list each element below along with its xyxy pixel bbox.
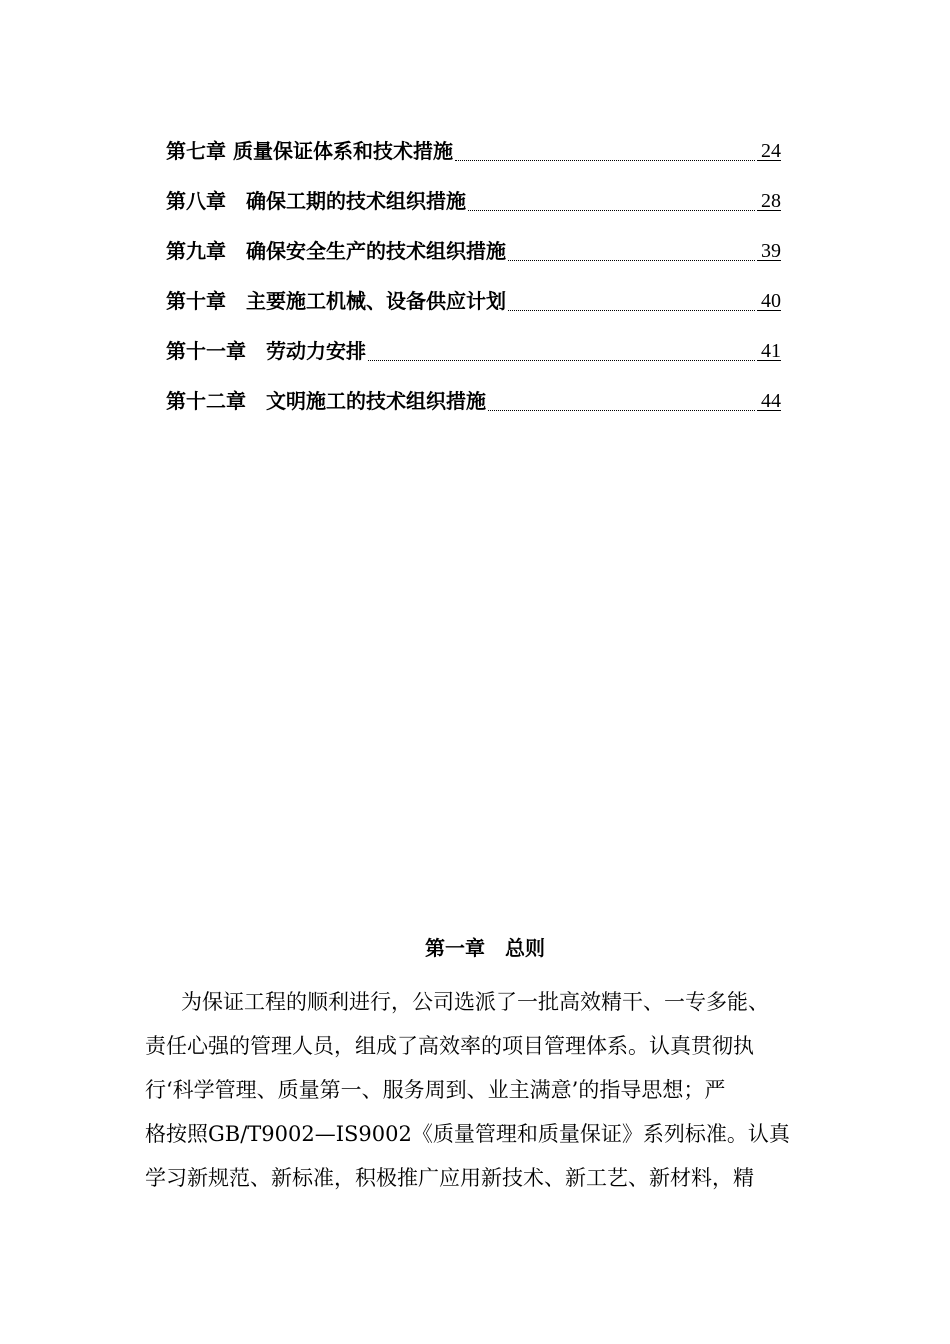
toc-entry[interactable] <box>166 138 781 188</box>
table-of-contents <box>166 138 781 438</box>
chapter-heading: 第一章 总则 <box>425 936 545 960</box>
body-line: 责任心强的管理人员，组成了高效率的项目管理体系。认真贯彻执 <box>145 1034 754 1058</box>
body-line: 为保证工程的顺利进行，公司选派了一批高效精干、一专多能、 <box>181 990 769 1014</box>
body-line: 格按照GB/T9002—IS9002《质量管理和质量保证》系列标准。认真 <box>145 1122 790 1146</box>
toc-leader <box>468 188 755 211</box>
toc-entry-page: 39 <box>757 238 781 261</box>
chapter-body <box>145 980 810 1200</box>
toc-entry-title: 第十章 主要施工机械、设备供应计划 <box>166 289 506 313</box>
toc-leader <box>368 338 755 361</box>
toc-leader <box>455 138 755 161</box>
toc-entry-page: 40 <box>757 288 781 311</box>
toc-entry[interactable] <box>166 238 781 288</box>
toc-leader <box>508 288 755 311</box>
toc-entry-title: 第七章 质量保证体系和技术措施 <box>166 139 453 163</box>
toc-entry-title: 第十一章 劳动力安排 <box>166 339 366 363</box>
toc-entry[interactable] <box>166 288 781 338</box>
toc-entry-title: 第十二章 文明施工的技术组织措施 <box>166 389 486 413</box>
toc-leader <box>508 238 755 261</box>
toc-entry-page: 24 <box>757 138 781 161</box>
toc-entry-title: 第八章 确保工期的技术组织措施 <box>166 189 466 213</box>
toc-entry-title: 第九章 确保安全生产的技术组织措施 <box>166 239 506 263</box>
body-line: 学习新规范、新标准，积极推广应用新技术、新工艺、新材料，精 <box>145 1166 754 1190</box>
toc-leader <box>488 388 755 411</box>
body-line: 行‘科学管理、质量第一、服务周到、业主满意’的指导思想；严 <box>145 1078 726 1102</box>
toc-entry[interactable] <box>166 188 781 238</box>
toc-entry-page: 28 <box>757 188 781 211</box>
toc-entry[interactable] <box>166 388 781 438</box>
toc-entry-page: 44 <box>757 388 781 411</box>
toc-entry-page: 41 <box>757 338 781 361</box>
toc-entry[interactable] <box>166 338 781 388</box>
